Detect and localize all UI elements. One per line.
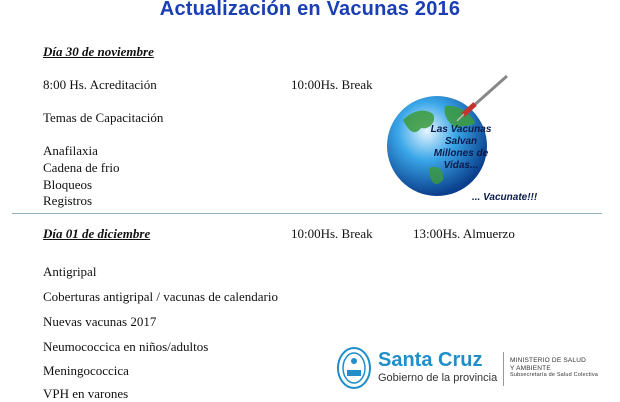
day1-topics-heading: Temas de Capacitación xyxy=(43,110,164,125)
logo-subtitle: Gobierno de la provincia xyxy=(378,372,498,384)
day1-break: 10:00Hs. Break xyxy=(291,77,373,92)
logo-name: Santa Cruz xyxy=(378,349,483,371)
globe-caption: Las Vacunas Salvan Millones de Vidas... xyxy=(430,124,492,171)
page-title: Actualización en Vacunas 2016 xyxy=(159,0,461,20)
day2-lunch: 13:00Hs. Almuerzo xyxy=(413,226,515,241)
province-seal-icon xyxy=(336,346,372,390)
day1-topic: Anafilaxia xyxy=(43,143,98,158)
day1-topic: Bloqueos xyxy=(43,177,93,192)
globe-tagline: ... Vacunate!!! xyxy=(472,192,538,203)
day1-topic: Registros xyxy=(43,193,93,208)
day2-topic: Meningococcica xyxy=(43,363,129,378)
day1-accreditation: 8:00 Hs. Acreditación xyxy=(43,77,157,92)
day2-topic: Coberturas antigripal / vacunas de calendario xyxy=(43,289,278,304)
day2-topic: VPH en varones xyxy=(43,386,129,401)
logo-divider xyxy=(503,352,504,386)
section-divider xyxy=(12,213,602,214)
day2-topic: Antigripal xyxy=(43,264,97,279)
day1-topic: Cadena de frio xyxy=(43,160,120,175)
ministry-name: MINISTERIO DE SALUD Y AMBIENTE Subsecretaría de Salud Colectiva xyxy=(510,357,599,378)
day2-break: 10:00Hs. Break xyxy=(291,226,373,241)
day2-heading: Día 01 de diciembre xyxy=(43,226,151,241)
day1-heading: Día 30 de noviembre xyxy=(43,44,154,59)
day2-topic: Neumococcica en niños/adultos xyxy=(43,339,209,354)
day2-topic: Nuevas vacunas 2017 xyxy=(43,314,157,329)
